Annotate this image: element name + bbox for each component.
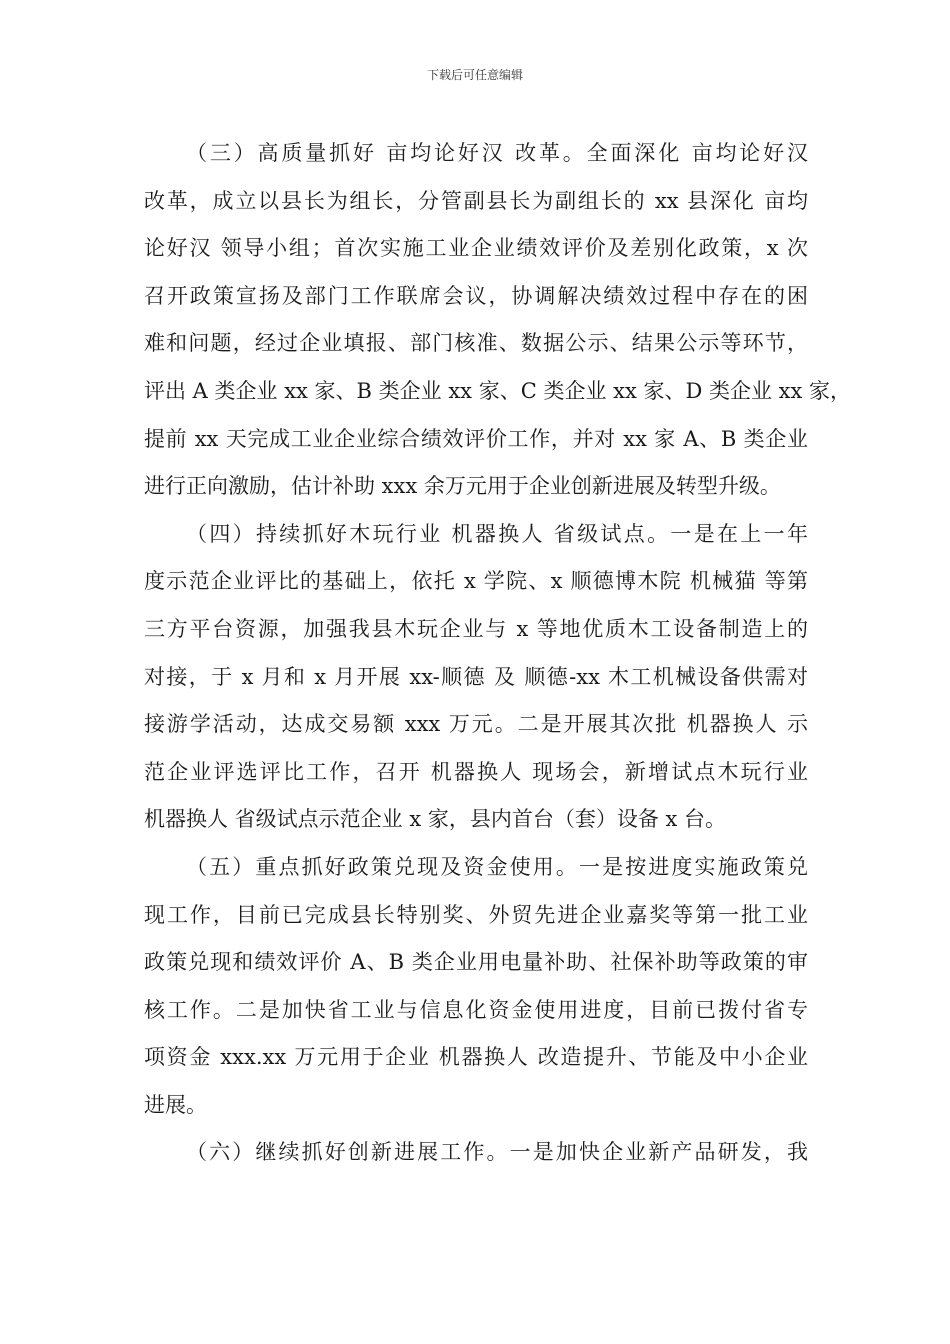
text-line: 接游学活动，达成交易额 xxx 万元。二是开展其次批 机器换人 示 [144,712,808,737]
paragraph-6 [144,1129,808,1177]
text-line: 机器换人 省级试点示范企业 x 家，县内首台（套）设备 x 台。 [144,807,727,832]
text-line: 难和问题，经过企业填报、部门核准、数据公示、结果公示等环节， [144,331,808,356]
text-line: 论好汉 领导小组；首次实施工业企业绩效评价及差别化政策，x 次 [144,236,808,261]
text-line: （四）持续抓好木玩行业 机器换人 省级试点。一是在上一年 [186,521,808,546]
text-line: 度示范企业评比的基础上，依托 x 学院、x 顺德博木院 机械猫 等第 [144,569,808,594]
text-line: 评出 A 类企业 xx 家、B 类企业 xx 家、C 类企业 xx 家、D 类企业 xx 家， [144,378,852,403]
text-line: 进展。 [144,1092,207,1117]
text-line: 现工作，目前已完成县长特别奖、外贸先进企业嘉奖等第一批工业 [144,902,808,927]
text-line: 对接，于 x 月和 x 月开展 xx-顺德 及 顺德-xx 木工机械设备供需对 [144,664,808,689]
text-line: 项资金 xxx.xx 万元用于企业 机器换人 改造提升、节能及中小企业 [144,1045,808,1070]
text-line: 改革，成立以县长为组长，分管副县长为副组长的 xx 县深化 亩均 [144,188,808,213]
text-line: 召开政策宣扬及部门工作联席会议，协调解决绩效过程中存在的困 [144,283,808,308]
paragraph-5 [144,844,808,1130]
paragraph-4 [144,511,808,844]
paragraph-3 [144,130,852,511]
text-line: 提前 xx 天完成工业企业综合绩效评价工作，并对 xx 家 A、B 类企业 [144,426,808,451]
text-line: （三）高质量抓好 亩均论好汉 改革。全面深化 亩均论好汉 [186,141,808,165]
page-header: 下载后可任意编辑 [426,68,523,82]
text-line: （六）继续抓好创新进展工作。一是加快企业新产品研发，我 [186,1140,808,1165]
document-body [144,130,852,1177]
text-line: 范企业评选评比工作，召开 机器换人 现场会，新增试点木玩行业 [144,759,808,784]
text-line: 核工作。二是加快省工业与信息化资金使用进度，目前已拨付省专 [144,997,808,1022]
text-line: （五）重点抓好政策兑现及资金使用。一是按进度实施政策兑 [186,854,808,879]
text-line: 政策兑现和绩效评价 A、B 类企业用电量补助、社保补助等政策的审 [144,950,808,975]
text-line: 进行正向激励，估计补助 xxx 余万元用于企业创新进展及转型升级。 [144,474,781,499]
text-line: 三方平台资源，加强我县木玩企业与 x 等地优质木工设备制造上的 [144,616,808,641]
